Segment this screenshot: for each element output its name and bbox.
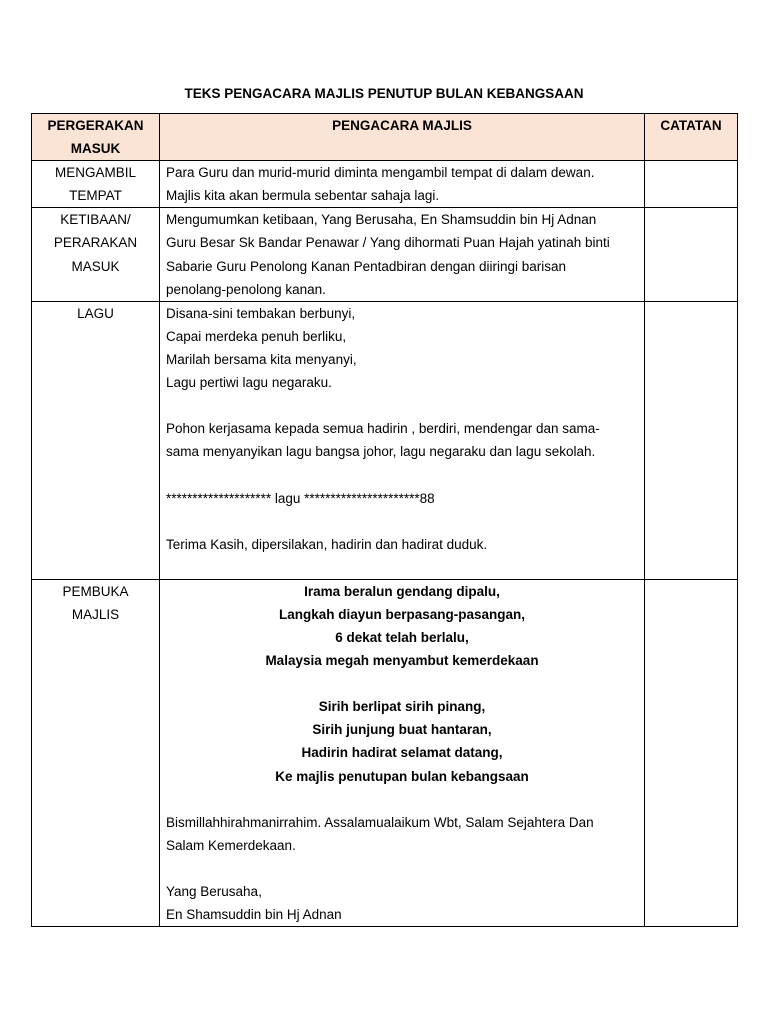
address-line: En Shamsuddin bin Hj Adnan [166, 907, 342, 923]
row-label-pembuka-majlis: PEMBUKA MAJLIS [32, 579, 160, 926]
pantun-line: Irama beralun gendang dipalu, [304, 583, 500, 599]
pantun-line: Sirih junjung buat hantaran, [312, 722, 492, 738]
verse-line: Marilah bersama kita menyanyi, [166, 351, 357, 367]
pantun-line: Hadirin hadirat selamat datang, [301, 745, 503, 761]
pantun-line: Malaysia megah menyambut kemerdekaan [265, 653, 539, 669]
verse-line: Disana-sini tembakan berbunyi, [166, 305, 356, 321]
closing-line: Terima Kasih, dipersilakan, hadirin dan hadirat duduk. [166, 536, 488, 552]
header-pengacara-majlis: PENGACARA MAJLIS [160, 114, 645, 161]
greeting-line: Salam Kemerdekaan. [166, 837, 296, 853]
request-line: sama menyanyikan lagu bangsa johor, lagu negaraku dan lagu sekolah. [166, 444, 596, 460]
pantun-line: Ke majlis penutupan bulan kebangsaan [275, 768, 529, 784]
pantun-line: Langkah diayun berpasang-pasangan, [278, 606, 526, 622]
pantun-line: Sirih berlipat sirih pinang, [318, 699, 486, 715]
row-label-ketibaan: KETIBAAN/ PERARAKAN MASUK [32, 208, 160, 301]
row-label-lagu: LAGU [32, 301, 160, 579]
row-note [645, 208, 738, 301]
row-label-mengambil-tempat: MENGAMBIL TEMPAT [32, 161, 160, 208]
table-header-row [32, 114, 738, 161]
header-pergerakan-masuk: PERGERAKAN MASUK [32, 114, 160, 161]
row-text-mengambil-tempat: Para Guru dan murid-murid diminta mengambil tempat di dalam dewan. Majlis kita akan bermula sebentar sahaja lagi. [160, 161, 645, 208]
header-catatan: CATATAN [645, 114, 738, 161]
table-row [32, 208, 738, 301]
pantun-line: 6 dekat telah berlalu, [335, 629, 469, 645]
verse-line: Capai merdeka penuh berliku, [166, 328, 347, 344]
song-marker: ******************** lagu **********************88 [166, 490, 435, 506]
document-title: TEKS PENGACARA MAJLIS PENUTUP BULAN KEBANGSAAN [184, 86, 584, 101]
table-row [32, 579, 738, 926]
program-table [31, 113, 738, 927]
row-text-lagu [160, 301, 645, 579]
row-note [645, 579, 738, 926]
table-row [32, 161, 738, 208]
greeting-line: Bismillahhirahmanirrahim. Assalamualaikum Wbt, Salam Sejahtera Dan [166, 814, 594, 830]
row-note [645, 161, 738, 208]
address-line: Yang Berusaha, [166, 883, 262, 899]
table-row [32, 301, 738, 579]
verse-line: Lagu pertiwi lagu negaraku. [166, 375, 332, 391]
row-text-ketibaan: Mengumumkan ketibaan, Yang Berusaha, En Shamsuddin bin Hj Adnan Guru Besar Sk Bandar Penawar / Yang dihormati Puan Hajah yatinah binti Sabarie Guru Penolong Kanan Pentadbiran dengan diiringi barisan penolang-penolong kanan. [160, 208, 645, 301]
request-line: Pohon kerjasama kepada semua hadirin , berdiri, mendengar dan sama- [166, 421, 600, 437]
row-text-pembuka-majlis [160, 579, 645, 926]
row-note [645, 301, 738, 579]
